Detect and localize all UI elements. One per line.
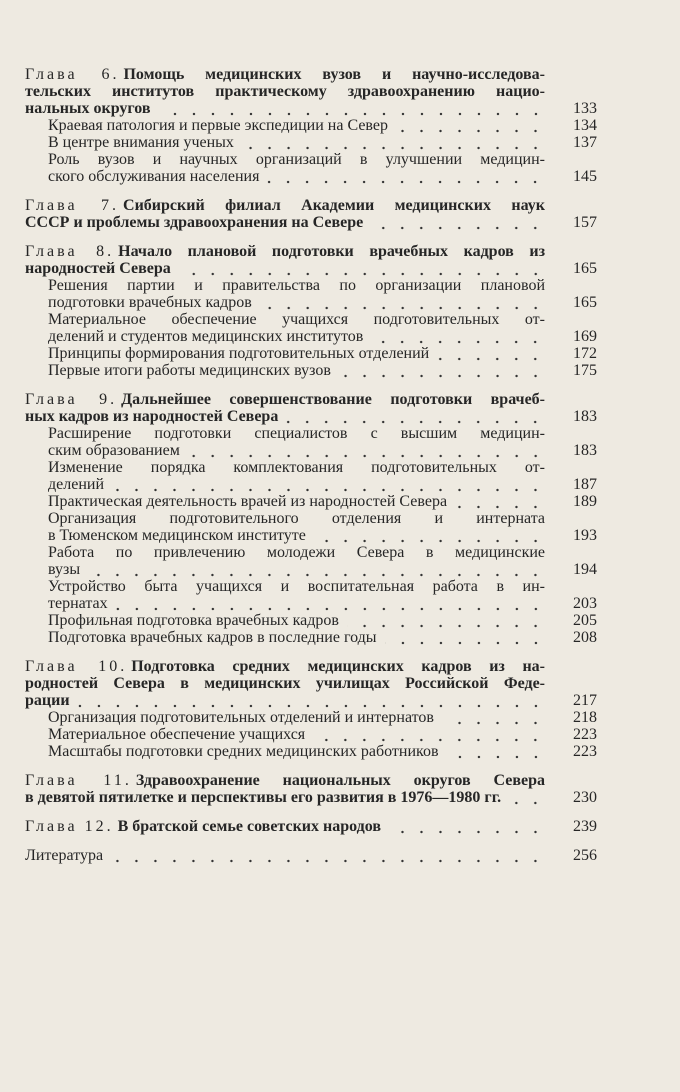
title-text-segment: Работа по привлечению молодежи Севера в медицинские [48, 544, 545, 561]
chapter-title [25, 66, 545, 117]
title-line [48, 561, 545, 578]
dot-leader [447, 743, 545, 760]
chapter-block [25, 243, 597, 379]
dot-leader [347, 612, 545, 629]
toc-section-entry [25, 117, 597, 134]
page-number: 189 [573, 493, 597, 510]
title-text [48, 527, 306, 544]
section-title [48, 117, 545, 134]
title-text [48, 629, 377, 646]
dot-leader [313, 726, 545, 743]
page-number: 217 [573, 692, 597, 709]
dot-leader [455, 493, 545, 510]
title-text-segment: родностей Севера в медицинских училищах Российской Феде- [25, 675, 545, 692]
dot-leader [260, 294, 545, 311]
title-text [48, 168, 259, 185]
dot-leader [159, 100, 545, 117]
title-text-segment: В центре внимания ученых [48, 134, 234, 151]
toc-chapter-entry [25, 391, 597, 425]
dot-leader [437, 345, 545, 362]
dot-leader [442, 709, 545, 726]
chapter-label: Глава 7. [25, 197, 120, 214]
title-text [48, 328, 363, 345]
title-text-segment: Роль вузов и научных организаций в улучшении медицин- [48, 151, 545, 168]
chapter-title [25, 197, 545, 231]
dot-leader [112, 476, 545, 493]
title-line [48, 595, 545, 612]
chapter-label: Глава 8. [25, 243, 115, 260]
title-text-segment: Расширение подготовки специалистов с высшим медицин- [48, 425, 545, 442]
toc-chapter-entry [25, 243, 597, 277]
toc-section-entry [25, 345, 597, 362]
page-number: 183 [573, 442, 597, 459]
page-number: 183 [573, 408, 597, 425]
chapter-label: Глава 11. [25, 772, 132, 789]
toc-chapter-entry [25, 658, 597, 709]
title-line [25, 243, 545, 260]
title-line [48, 345, 545, 362]
chapter-label: Глава 9. [25, 391, 118, 408]
title-text-segment: тельских институтов практическому здравоохранению нацио- [25, 83, 545, 100]
title-text [25, 847, 103, 864]
title-line [48, 459, 545, 476]
dot-leader [179, 260, 545, 277]
title-line [48, 362, 545, 379]
title-line [25, 83, 545, 100]
title-line [48, 311, 545, 328]
title-text [48, 709, 434, 726]
page-number: 218 [573, 709, 597, 726]
title-line [48, 629, 545, 646]
title-text-segment: Сибирский филиал Академии медицинских наук [123, 197, 545, 214]
title-text-segment: СССР и проблемы здравоохранения на Севере [25, 214, 364, 231]
title-line [48, 743, 545, 760]
toc-section-entry [25, 277, 597, 311]
title-text-segment: Помощь медицинских вузов и научно-исследова- [123, 66, 545, 83]
title-line [48, 168, 545, 185]
page-number: 203 [573, 595, 597, 612]
section-title [48, 459, 545, 493]
page-number: 175 [573, 362, 597, 379]
title-line [48, 709, 545, 726]
toc-chapter-entry [25, 66, 597, 117]
toc-chapter-entry [25, 772, 597, 806]
chapter-title [25, 243, 545, 277]
title-text-segment: Подготовка средних медицинских кадров из на- [131, 658, 545, 675]
title-line [25, 66, 545, 83]
dot-leader [116, 595, 545, 612]
title-line [25, 391, 545, 408]
title-text [25, 214, 363, 231]
dot-leader [509, 789, 545, 806]
section-title [48, 629, 545, 646]
title-text [25, 818, 381, 835]
page-number: 193 [573, 527, 597, 544]
title-text-segment: В братской семье советских народов [117, 818, 382, 835]
title-line [48, 294, 545, 311]
title-text-segment: подготовки врачебных кадров [48, 294, 252, 311]
page-number: 208 [573, 629, 597, 646]
title-text-segment: в Тюменском медицинском институте [48, 527, 306, 544]
title-text [25, 260, 171, 277]
page-number: 134 [573, 117, 597, 134]
page-number: 169 [573, 328, 597, 345]
chapter-title [25, 818, 545, 835]
title-line [48, 328, 545, 345]
title-text [25, 692, 70, 709]
title-line [48, 578, 545, 595]
section-title [48, 311, 545, 345]
section-title [48, 709, 545, 726]
toc-section-entry [25, 578, 597, 612]
page-number: 157 [573, 214, 597, 231]
dot-leader [314, 527, 545, 544]
title-text [48, 294, 252, 311]
dot-leader [385, 629, 545, 646]
page-number: 165 [573, 260, 597, 277]
title-text-segment: Материальное обеспечение учащихся [48, 726, 306, 743]
title-line [25, 818, 545, 835]
section-title [48, 510, 545, 544]
dot-leader [396, 117, 545, 134]
dot-leader [78, 692, 545, 709]
literature-block [25, 847, 597, 864]
toc-section-entry [25, 743, 597, 760]
title-text-segment: Материальное обеспечение учащихся подготовительных от- [48, 311, 545, 328]
dot-leader [286, 408, 545, 425]
title-line [25, 789, 545, 806]
page-number: 145 [573, 168, 597, 185]
title-line [25, 847, 545, 864]
dot-leader [188, 442, 545, 459]
title-text-segment: народностей Севера [25, 260, 171, 277]
title-text [48, 134, 234, 151]
title-text-segment: делений [48, 476, 105, 493]
toc-section-entry [25, 612, 597, 629]
title-text-segment: Литература [25, 847, 104, 864]
title-line [48, 476, 545, 493]
title-line [48, 442, 545, 459]
dot-leader [371, 328, 545, 345]
title-text [48, 726, 305, 743]
title-text-segment: вузы [48, 561, 81, 578]
toc-section-entry [25, 459, 597, 493]
section-title [48, 612, 545, 629]
title-line [48, 134, 545, 151]
title-text [48, 743, 439, 760]
section-title [48, 726, 545, 743]
page-number: 239 [573, 818, 597, 835]
title-line [48, 527, 545, 544]
title-line [48, 726, 545, 743]
title-line [25, 772, 545, 789]
title-text-segment: Краевая патология и первые экспедиции на Север [48, 117, 388, 134]
chapter-title [25, 772, 545, 806]
title-line [25, 214, 545, 231]
title-line [25, 692, 545, 709]
title-text [48, 493, 447, 510]
section-title [48, 151, 545, 185]
title-line [48, 425, 545, 442]
toc-section-entry [25, 544, 597, 578]
toc-section-entry [25, 425, 597, 459]
title-text [25, 789, 501, 806]
title-line [25, 197, 545, 214]
title-text-segment: Устройство быта учащихся и воспитательная работа в ин- [48, 578, 545, 595]
title-line [48, 612, 545, 629]
toc-section-entry [25, 629, 597, 646]
toc-section-entry [25, 493, 597, 510]
title-text-segment: Изменение порядка комплектования подготовительных от- [48, 459, 545, 476]
page-number: 165 [573, 294, 597, 311]
title-line [48, 510, 545, 527]
page-number: 194 [573, 561, 597, 578]
chapter-label: Глава 12. [25, 818, 114, 835]
title-text-segment: Практическая деятельность врачей из народностей Севера [48, 493, 448, 510]
title-text-segment: ных кадров из народностей Севера [25, 408, 279, 425]
section-title [48, 578, 545, 612]
title-text-segment: Здравоохранение национальных округов Севера [135, 772, 545, 789]
title-text-segment: ским образованием [48, 442, 180, 459]
title-text [25, 100, 151, 117]
toc-chapter-entry [25, 818, 597, 835]
dot-leader [111, 847, 545, 864]
title-text [48, 595, 108, 612]
chapter-block [25, 818, 597, 835]
toc-section-entry [25, 510, 597, 544]
section-title [48, 544, 545, 578]
toc-section-entry [25, 362, 597, 379]
title-text-segment: в девятой пятилетке и перспективы его развития в 1976—1980 гг. [25, 789, 502, 806]
title-text-segment: нальных округов [25, 100, 151, 117]
toc-section-entry [25, 151, 597, 185]
title-line [48, 493, 545, 510]
chapter-block [25, 197, 597, 231]
title-text-segment: Подготовка врачебных кадров в последние годы [48, 629, 377, 646]
toc-section-entry [25, 311, 597, 345]
chapter-block [25, 658, 597, 760]
title-text-segment: Первые итоги работы медицинских вузов [48, 362, 331, 379]
title-text [48, 561, 80, 578]
dot-leader [88, 561, 545, 578]
toc-chapter-entry [25, 197, 597, 231]
title-line [25, 658, 545, 675]
title-text [48, 362, 331, 379]
title-text [48, 442, 180, 459]
section-title [48, 277, 545, 311]
title-line [25, 260, 545, 277]
title-text-segment: Масштабы подготовки средних медицинских работников [48, 743, 439, 760]
title-line [25, 675, 545, 692]
dot-leader [339, 362, 545, 379]
page-number: 172 [573, 345, 597, 362]
title-text-segment: Организация подготовительного отделения и интерната [48, 510, 545, 527]
title-text-segment: ского обслуживания населения [48, 168, 260, 185]
chapter-block [25, 391, 597, 646]
title-text [48, 345, 429, 362]
title-line [48, 544, 545, 561]
table-of-contents [25, 66, 597, 864]
title-text [48, 476, 104, 493]
dot-leader [267, 168, 545, 185]
chapter-block [25, 772, 597, 806]
title-text-segment: Решения партии и правительства по организации плановой [48, 277, 545, 294]
chapter-label: Глава 10. [25, 658, 128, 675]
section-title [48, 493, 545, 510]
page-number: 137 [573, 134, 597, 151]
title-text-segment: делений и студентов медицинских институтов [48, 328, 364, 345]
title-line [48, 117, 545, 134]
title-line [48, 151, 545, 168]
title-text-segment: тернатах [48, 595, 108, 612]
chapter-block [25, 66, 597, 185]
page-number: 230 [573, 789, 597, 806]
chapter-title [25, 847, 545, 864]
title-text [48, 117, 388, 134]
title-line [25, 100, 545, 117]
chapter-label: Глава 6. [25, 66, 120, 83]
page-number: 187 [573, 476, 597, 493]
title-text-segment: Дальнейшее совершенствование подготовки врачеб- [121, 391, 545, 408]
page-number: 256 [573, 847, 597, 864]
title-text-segment: Принципы формирования подготовительных отделений [48, 345, 430, 362]
title-text-segment: Профильная подготовка врачебных кадров [48, 612, 339, 629]
title-text [25, 408, 278, 425]
toc-chapter-entry [25, 847, 597, 864]
section-title [48, 425, 545, 459]
section-title [48, 362, 545, 379]
toc-section-entry [25, 134, 597, 151]
page-number: 133 [573, 100, 597, 117]
title-text-segment: рации [25, 692, 70, 709]
chapter-title [25, 658, 545, 709]
page-number: 205 [573, 612, 597, 629]
section-title [48, 345, 545, 362]
title-line [25, 408, 545, 425]
title-line [48, 277, 545, 294]
title-text-segment: Организация подготовительных отделений и интернатов [48, 709, 434, 726]
page-number: 223 [573, 743, 597, 760]
section-title [48, 743, 545, 760]
dot-leader [389, 818, 545, 835]
dot-leader [242, 134, 545, 151]
title-text [48, 612, 339, 629]
toc-section-entry [25, 709, 597, 726]
section-title [48, 134, 545, 151]
chapter-title [25, 391, 545, 425]
toc-section-entry [25, 726, 597, 743]
title-text-segment: Начало плановой подготовки врачебных кадров из [118, 243, 545, 260]
dot-leader [371, 214, 545, 231]
page-number: 223 [573, 726, 597, 743]
